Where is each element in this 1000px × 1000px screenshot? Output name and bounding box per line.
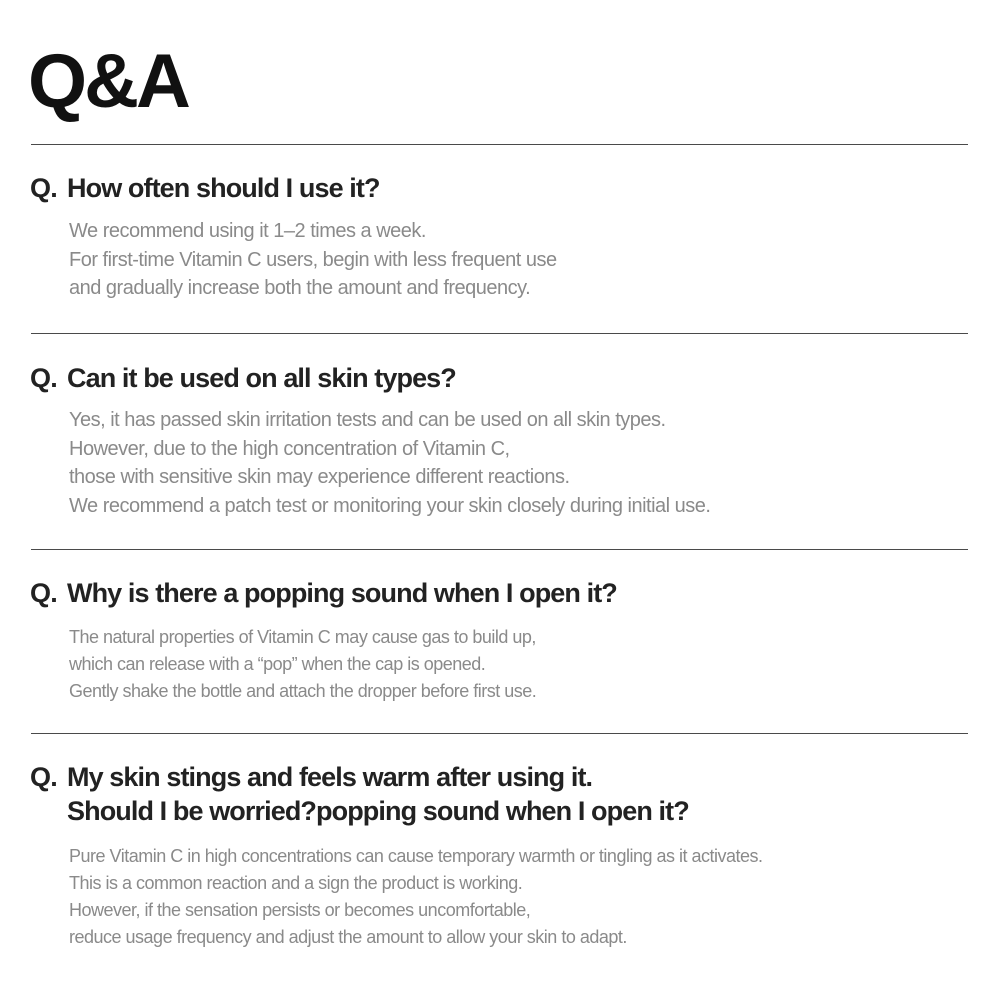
answer-text <box>69 406 969 520</box>
answer-text <box>69 217 969 303</box>
answer-line: However, due to the high concentration of Vitamin C, <box>69 437 510 460</box>
answer-line: Pure Vitamin C in high concentrations can cause temporary warmth or tingling as it activates. <box>69 846 763 866</box>
question-line: How often should I use it? <box>67 173 380 203</box>
question-text <box>67 171 967 205</box>
question-line: My skin stings and feels warm after using it. <box>67 762 593 792</box>
question-prefix: Q. <box>30 173 57 203</box>
answer-line: However, if the sensation persists or becomes uncomfortable, <box>69 900 531 920</box>
question-line: Why is there a popping sound when I open it? <box>67 578 617 608</box>
question-line: Can it be used on all skin types? <box>67 363 456 393</box>
answer-text <box>69 843 969 951</box>
question-line: Should I be worried?popping sound when I open it? <box>67 796 689 826</box>
page-title: Q&A <box>28 39 188 124</box>
divider <box>31 333 968 334</box>
answer-line: The natural properties of Vitamin C may cause gas to build up, <box>69 627 536 647</box>
divider <box>31 144 968 145</box>
answer-line: This is a common reaction and a sign the product is working. <box>69 873 523 893</box>
answer-text <box>69 624 969 705</box>
question-prefix: Q. <box>30 762 57 792</box>
answer-line: Yes, it has passed skin irritation tests and can be used on all skin types. <box>69 409 666 431</box>
answer-line: We recommend a patch test or monitoring your skin closely during initial use. <box>69 494 711 517</box>
answer-line: We recommend using it 1–2 times a week. <box>69 220 426 242</box>
question-text <box>67 760 967 828</box>
divider <box>31 733 968 734</box>
divider <box>31 549 968 550</box>
question-text <box>67 361 967 395</box>
answer-line: reduce usage frequency and adjust the amount to allow your skin to adapt. <box>69 927 627 947</box>
question-prefix: Q. <box>30 363 57 393</box>
answer-line: those with sensitive skin may experience different reactions. <box>69 466 570 488</box>
question-prefix: Q. <box>30 578 57 608</box>
answer-line: For first-time Vitamin C users, begin with less frequent use <box>69 248 557 271</box>
answer-line: and gradually increase both the amount and frequency. <box>69 277 531 299</box>
question-text <box>67 576 967 610</box>
answer-line: which can release with a “pop” when the cap is opened. <box>69 654 486 674</box>
answer-line: Gently shake the bottle and attach the dropper before first use. <box>69 681 537 701</box>
